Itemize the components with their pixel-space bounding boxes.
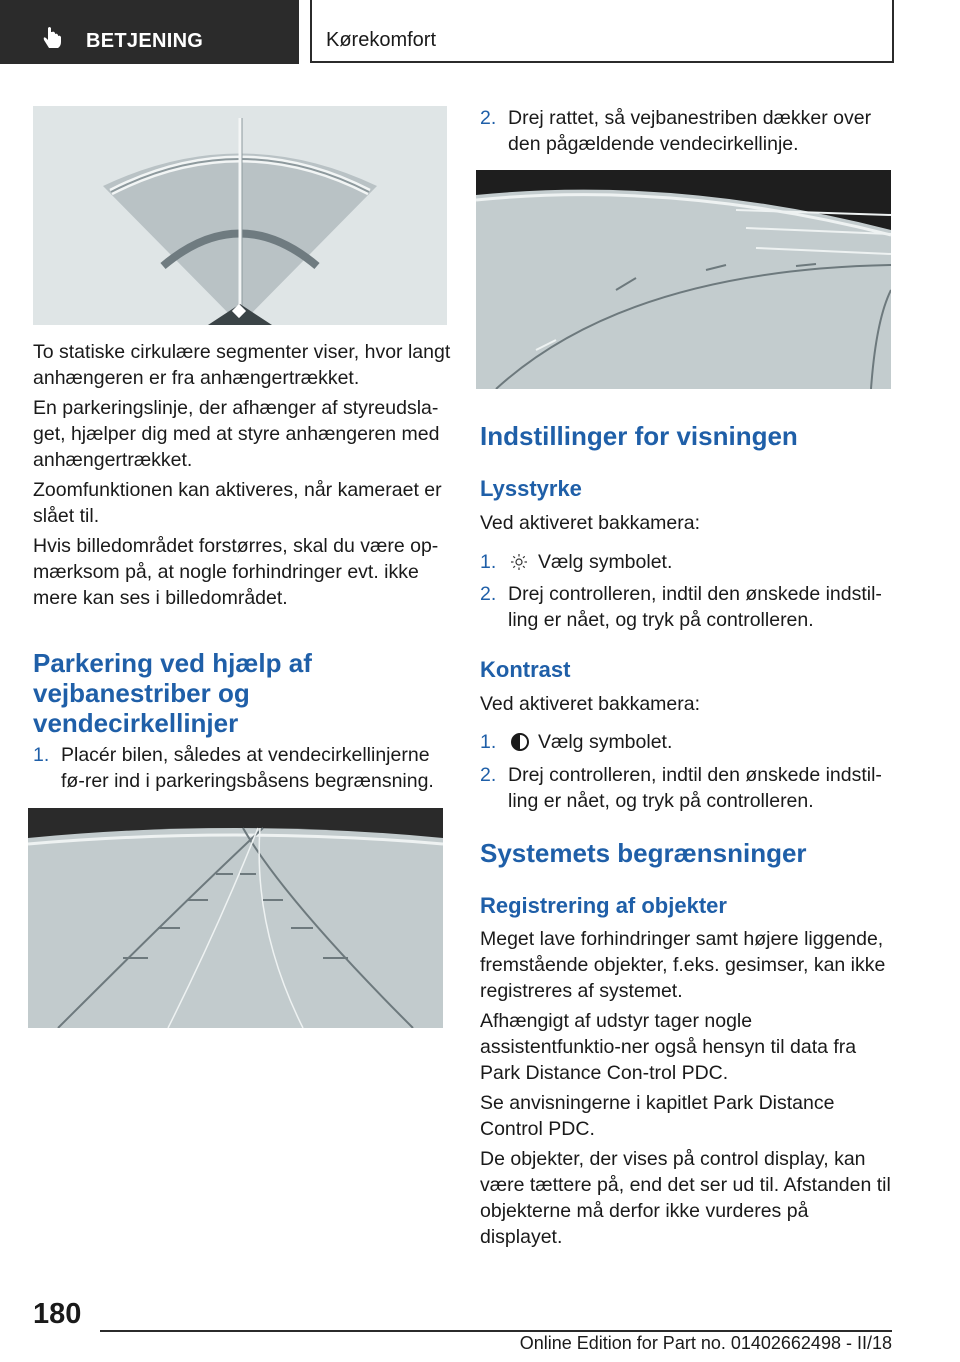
heading-parking-lines: Parkering ved hjælp af vejbanestriber og vendecirkellinjer: [33, 648, 312, 738]
heading-system-limits: Systemets begrænsninger: [480, 838, 807, 868]
step-text: Drej controlleren, indtil den ønskede indstil-ling er nået, og tryk på controlleren.: [508, 583, 882, 631]
intro-paragraph-4: Hvis billedområdet forstørres, skal du være op-mærksom på, at nogle forhindringer evt. ikke mere kan ses i billedområdet.: [33, 535, 439, 609]
step-number: 1.: [480, 551, 497, 573]
heading-object-detection: Registrering af objekter: [480, 893, 727, 918]
sun-icon: [510, 553, 528, 571]
lane-lines-image: [476, 170, 891, 389]
step-text: Vælg symbolet.: [538, 731, 673, 753]
section-label: BETJENING: [86, 30, 204, 52]
objects-paragraph-4: De objekter, der vises på control display, kan være tættere på, end det ser ud til. Afstanden til objekterne må derfor ikke vurderes på displayet.: [480, 1148, 891, 1248]
objects-paragraph-2: Afhængigt af udstyr tager nogle assistentfunktio-ner også hensyn til data fra Park Distance Con-trol PDC.: [480, 1010, 857, 1084]
section-tab: [0, 0, 299, 64]
footer-rule: [100, 1330, 892, 1332]
contrast-intro: Ved aktiveret bakkamera:: [480, 693, 701, 715]
step-number: 1.: [480, 731, 497, 753]
heading-brightness: Lysstyrke: [480, 476, 582, 501]
page-number: 180: [33, 1298, 82, 1330]
trailer-distance-segments-image: [33, 106, 447, 325]
hand-pointer-icon: [40, 26, 64, 52]
chapter-header: [310, 0, 894, 63]
step-text: Drej rattet, så vejbanestriben dækker over den pågældende vendecirkellinje.: [508, 107, 872, 155]
step-number: 2.: [480, 583, 497, 605]
heading-contrast: Kontrast: [480, 657, 571, 682]
intro-paragraph-3: Zoomfunktionen kan aktiveres, når kameraet er slået til.: [33, 479, 442, 527]
step-number: 2.: [480, 107, 497, 129]
intro-paragraph-1: To statiske cirkulære segmenter viser, hvor langt anhængeren er fra anhængertrækket.: [33, 341, 451, 389]
objects-paragraph-3: Se anvisningerne i kapitlet Park Distance Control PDC.: [480, 1092, 835, 1140]
step-text: Drej controlleren, indtil den ønskede indstil-ling er nået, og tryk på controlleren.: [508, 764, 882, 812]
step-number: 1.: [33, 744, 50, 766]
brightness-intro: Ved aktiveret bakkamera:: [480, 512, 701, 534]
intro-paragraph-2: En parkeringslinje, der afhænger af styreudsla-get, hjælper dig med at styre anhængeren med anhængertrækket.: [33, 397, 440, 471]
step-text: Placér bilen, således at vendecirkellinjerne fø-rer ind i parkeringsbåsens begrænsning.: [61, 744, 434, 792]
edition-footer: Online Edition for Part no. 01402662498 - II/18: [519, 1333, 892, 1353]
turning-circle-lines-image: [28, 808, 443, 1028]
step-number: 2.: [480, 764, 497, 786]
heading-display-settings: Indstillinger for visningen: [480, 421, 798, 451]
chapter-title: Kørekomfort: [326, 29, 437, 51]
objects-paragraph-1: Meget lave forhindringer samt højere liggende, fremstående objekter, f.eks. gesimser, kan ikke registreres af systemet.: [480, 928, 886, 1002]
contrast-icon: [510, 732, 530, 752]
step-text: Vælg symbolet.: [538, 551, 673, 573]
